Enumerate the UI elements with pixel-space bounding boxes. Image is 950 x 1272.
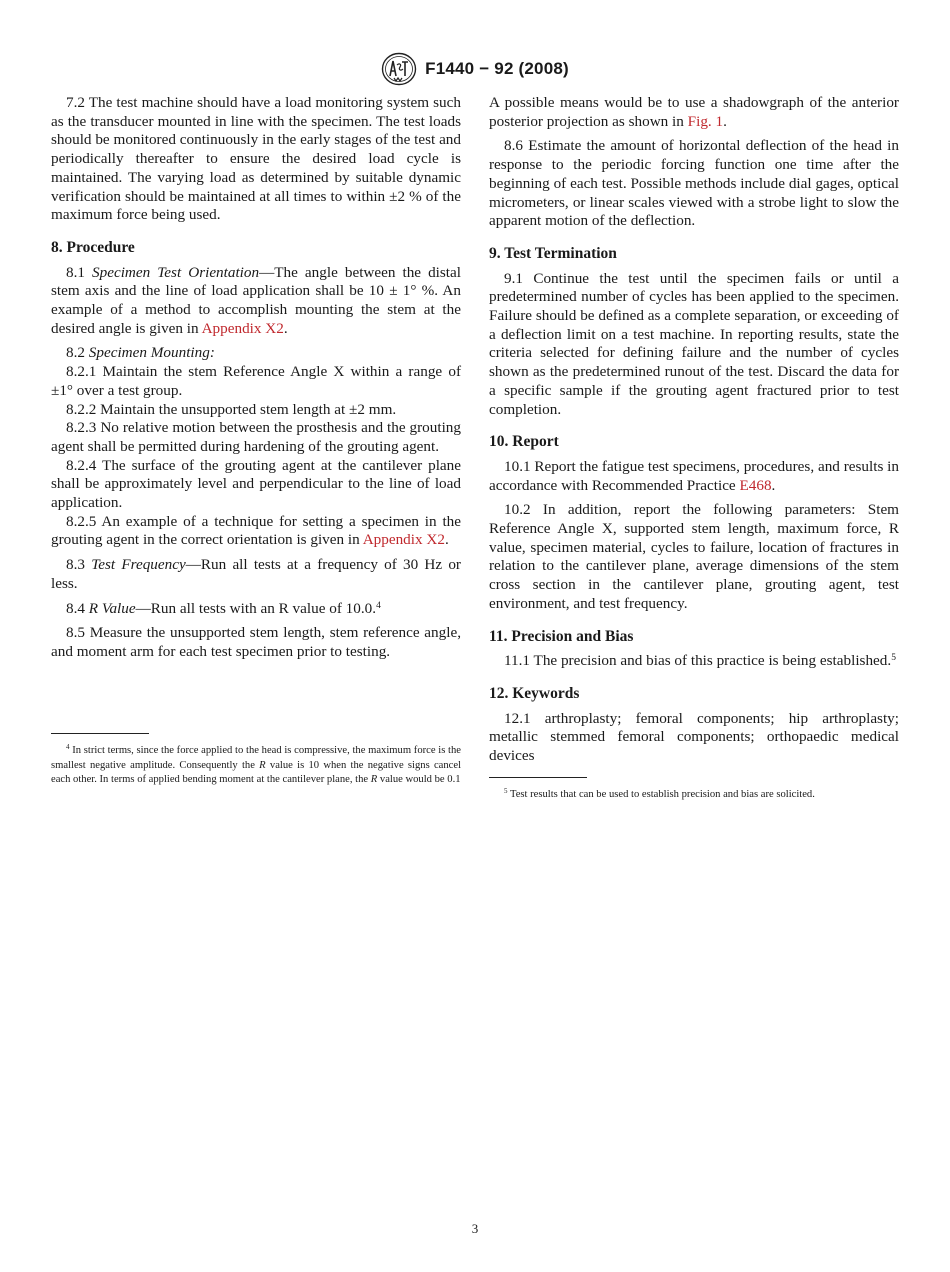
page-number: 3 — [471, 1221, 479, 1236]
right-column — [489, 94, 899, 772]
footnote-marker: 5 — [504, 787, 508, 796]
footnote-ref-5[interactable]: 5 — [891, 653, 896, 664]
footnote-text: Test results that can be used to establish precision and bias are solicited. — [507, 789, 815, 800]
section-heading-keywords: 12. Keywords — [489, 684, 580, 702]
section-heading-report: 10. Report — [489, 433, 559, 451]
paragraph-8-1 — [51, 264, 461, 339]
footnote-marker: 4 — [66, 743, 70, 752]
footnote-text: In strict terms, since the force applied to the head is compressive, the maximum force is the smallest negative amplitude. Consequently the — [51, 745, 461, 771]
paragraph-9-1: 9.1 Continue the test until the specimen fails or until a predetermined number of cycles has been applied to the specimen. Failure should be defined as a complete separation, or exceeding of a deflection limit on a test machine. In reporting results, state the criteria selected for defining failure and the number of cycles shown as the predetermined runout of the test. Discard the data for a specific sample if the grouting agent fractured prior to test completion. — [489, 269, 899, 418]
paragraph-end: . — [283, 319, 288, 337]
paragraph-text: 11.1 The precision and bias of this practice is being established. — [504, 652, 892, 670]
fig-1-link[interactable]: Fig. 1 — [687, 112, 724, 130]
footnote-4-block — [51, 733, 461, 788]
paragraph-end: . — [771, 476, 776, 494]
section-heading-test-termination: 9. Test Termination — [489, 244, 617, 262]
astm-logo-icon — [381, 52, 417, 86]
footnote-4 — [51, 744, 461, 788]
appendix-x2-link[interactable]: Appendix X2 — [201, 319, 284, 337]
left-column — [51, 94, 461, 668]
e468-link[interactable]: E468 — [739, 476, 772, 494]
paragraph-title: Specimen Mounting: — [88, 344, 215, 362]
paragraph-10-2: 10.2 In addition, report the following parameters: Stem Reference Angle X, supported stem length, maximum force, R value, specimen material, cycles to failure, location of fractures in relation to the cantilever plane, average dimensions of the stem cross section in the cantilever plane, grouting agent, test environment, and test frequency. — [489, 501, 899, 612]
paragraph-8-4 — [51, 600, 461, 619]
paragraph-8-5: 8.5 Measure the unsupported stem length, stem reference angle, and moment arm for each test specimen prior to testing. — [51, 624, 461, 660]
paragraph-text: 10.1 Report the fatigue test specimens, procedures, and results in accordance with Recommended Practice — [489, 457, 899, 494]
paragraph-8-2-4: 8.2.4 The surface of the grouting agent at the cantilever plane shall be approximately level and perpendicular to the line of load application. — [51, 456, 461, 512]
paragraph-8-2-2: 8.2.2 Maintain the unsupported stem length at ±2 mm. — [66, 400, 397, 418]
footnote-symbol: R — [259, 759, 266, 771]
paragraph-title: Specimen Test Orientation — [92, 263, 260, 281]
page-header — [0, 52, 950, 86]
paragraph-end: . — [723, 112, 727, 130]
paragraph-text: —Run all tests at a frequency of 30 Hz or less. — [51, 556, 461, 592]
footnote-text: value is 10 when the negative signs cancel each other. In terms of applied bending moment at the cantilever plane, the — [51, 759, 462, 786]
paragraph-12-1: 12.1 arthroplasty; femoral components; hip arthroplasty; metallic stemmed femoral components; orthopaedic medical devices — [489, 709, 899, 765]
appendix-x2-link[interactable]: Appendix X2 — [362, 531, 445, 549]
paragraph-8-6: 8.6 Estimate the amount of horizontal deflection of the head in response to the periodic forcing function one time after the beginning of each test. Possible methods include dial gages, optical micrometers, or linear scales viewed with a strobe light to slow the apparent motion of the deflection. — [489, 137, 899, 230]
paragraph-8-2-1: 8.2.1 Maintain the stem Reference Angle X within a range of ±1° over a test group. — [51, 363, 461, 399]
footnote-ref-4[interactable]: 4 — [376, 600, 381, 611]
paragraph-8-2-5 — [51, 513, 461, 550]
paragraph-7-2: 7.2 The test machine should have a load monitoring system such as the transducer mounted in line with the specimen. The test loads should be monitored continuously in the early stages of the test and periodically thereafter to ensure the desired load cycle is maintained. The varying load as determined by suitable dynamic verification should be maintained at all times to within ±2 % of the maximum force being used. — [51, 94, 461, 224]
paragraph-number: 8.3 — [66, 556, 92, 574]
footnote-divider — [51, 733, 149, 734]
footnote-divider — [489, 777, 587, 778]
paragraph-8-2-3: 8.2.3 No relative motion between the prosthesis and the grouting agent shall be permitted during hardening of the grouting agent. — [51, 419, 461, 455]
paragraph-title: Test Frequency — [91, 556, 186, 574]
paragraph-8-3 — [51, 556, 461, 593]
paragraph-text: A possible means would be to use a shadowgraph of the anterior posterior projection as shown in — [489, 94, 899, 130]
paragraph-8-2 — [51, 344, 461, 363]
paragraph-number: 8.1 — [66, 263, 93, 281]
footnote-5 — [489, 788, 899, 803]
paragraph-text: 8.2.5 An example of a technique for setting a specimen in the grouting agent in the correct orientation is given in — [51, 512, 461, 549]
footnote-text: value would be 0.1 — [377, 774, 461, 786]
paragraph-11-1 — [489, 652, 899, 671]
paragraph-10-1 — [489, 458, 899, 495]
paragraph-text: —The angle between the distal stem axis and the line of load application shall be 10 ± 1° %. An example of a method to accomplish mounting the stem at the desired angle is given in — [51, 263, 461, 337]
paragraph-number: 8.2 — [66, 344, 89, 362]
document-designation: F1440 − 92 (2008) — [425, 59, 569, 78]
paragraph-text: —Run all tests with an R value of 10.0. — [135, 599, 377, 617]
section-heading-precision-and-bias: 11. Precision and Bias — [489, 627, 634, 645]
footnote-symbol: R — [370, 774, 378, 786]
section-heading-procedure: 8. Procedure — [51, 238, 135, 256]
paragraph-8-5-continued — [489, 94, 899, 131]
paragraph-number: 8.4 — [66, 599, 89, 617]
paragraph-title: R Value — [88, 599, 136, 617]
paragraph-end: . — [444, 531, 449, 549]
footnote-5-block — [489, 777, 899, 803]
